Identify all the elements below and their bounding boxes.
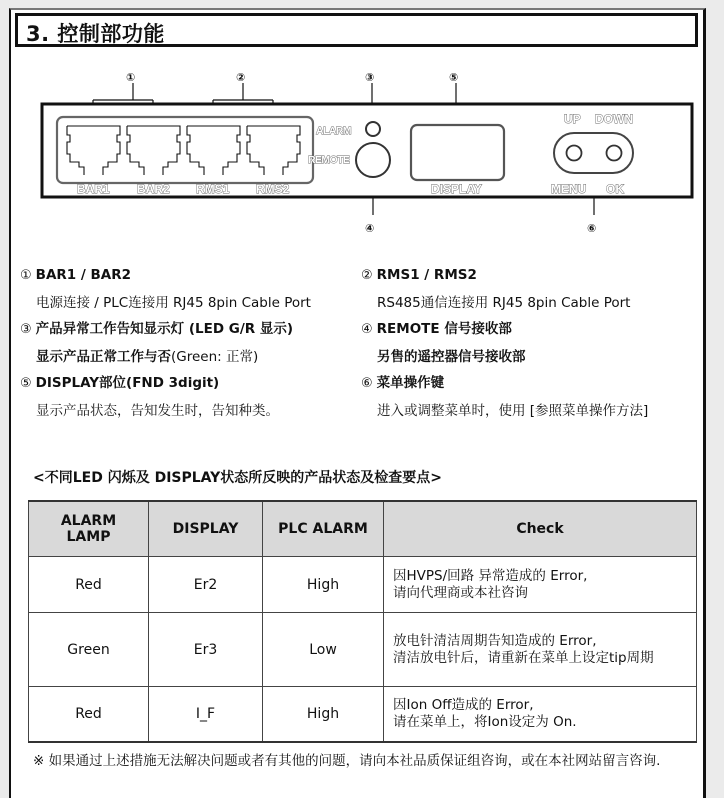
- header-alarm-lamp-line1: ALARM: [60, 513, 117, 529]
- alarm-label: ALARM: [316, 125, 351, 137]
- cell-lamp: Red: [29, 687, 149, 743]
- header-plc-alarm: PLC ALARM: [263, 501, 384, 557]
- callout-1: ①: [126, 71, 136, 84]
- port-label-rms1: RMS1: [196, 182, 230, 196]
- desc-item-5-title-text: DISPLAY部位(FND 3digit): [35, 375, 220, 391]
- document-page: [9, 8, 706, 798]
- cell-check-line2: 请向代理商或本社咨询: [393, 584, 528, 601]
- desc-item-6-detail: 进入或调整菜单时，使用 [参照菜单操作方法]: [377, 402, 649, 419]
- desc-item-2-number: ②: [361, 268, 373, 283]
- description-column-left: [20, 262, 311, 424]
- table-row: [29, 687, 697, 743]
- port-label-rms2: RMS2: [256, 182, 290, 196]
- callout-2: ②: [236, 71, 246, 84]
- desc-item-4-detail: 另售的遥控器信号接收部: [377, 348, 526, 365]
- header-alarm-lamp: [29, 501, 149, 557]
- desc-item-1-detail: 电源连接 / PLC连接用 RJ45 8pin Cable Port: [36, 294, 311, 311]
- desc-item-3-detail-bold: 显示产品正常工作与否: [36, 348, 171, 365]
- cell-check: [384, 687, 697, 743]
- desc-item-1-number: ①: [20, 268, 32, 283]
- description-column-right: [361, 262, 648, 424]
- desc-item-3-title: [20, 316, 311, 344]
- desc-item-3-number: ③: [20, 322, 32, 337]
- up-label: UP: [564, 112, 581, 126]
- cell-check-line1: 因HVPS/回路 异常造成的 Error,: [393, 567, 588, 584]
- cell-lamp: Green: [29, 613, 149, 687]
- cell-lamp: Red: [29, 557, 149, 613]
- menu-label: MENU: [551, 182, 587, 196]
- desc-item-6-title: [361, 370, 648, 398]
- desc-item-4-title-text: REMOTE 信号接收部: [376, 321, 512, 337]
- header-display: DISPLAY: [149, 501, 263, 557]
- desc-item-2-title: [361, 262, 648, 290]
- desc-item-1-title: [20, 262, 311, 290]
- desc-item-3-detail-plain: (Green: 正常): [171, 348, 259, 365]
- desc-item-5-detail: 显示产品状态，告知发生时，告知种类。: [36, 402, 279, 419]
- remote-label: REMOTE: [308, 154, 350, 166]
- port-label-bar2: BAR2: [137, 182, 170, 196]
- desc-item-3-title-text: 产品异常工作告知显示灯 (LED G/R 显示): [35, 321, 294, 337]
- status-table-title: <不同LED 闪烁及 DISPLAY状态所反映的产品状态及检查要点>: [33, 470, 443, 486]
- cell-check: [384, 557, 697, 613]
- section-title: 3. 控制部功能: [26, 22, 165, 46]
- table-row: [29, 557, 697, 613]
- desc-item-3-detail: [20, 344, 311, 371]
- cell-check-line1: 因Ion Off造成的 Error,: [393, 697, 534, 713]
- cell-display: I_F: [149, 687, 263, 743]
- desc-item-4-number: ④: [361, 322, 373, 337]
- cell-display: Er3: [149, 613, 263, 687]
- cell-plc: High: [263, 557, 384, 613]
- desc-item-6-number: ⑥: [361, 376, 373, 391]
- callout-3: ③: [365, 71, 375, 84]
- footnote: ※ 如果通过上述措施无法解决问题或者有其他的问题，请向本社品质保证组咨询，或在本社网站留言咨询.: [33, 753, 661, 769]
- cell-check-line2: 清洁放电针后，请重新在菜单上设定tip周期: [393, 649, 654, 666]
- table-header-row: [29, 501, 697, 557]
- cell-check-line2: 请在菜单上，将Ion设定为 On.: [393, 714, 577, 730]
- desc-item-2-title-text: RMS1 / RMS2: [376, 267, 477, 283]
- cell-plc: High: [263, 687, 384, 743]
- table-row: [29, 613, 697, 687]
- callout-6: ⑥: [587, 222, 597, 235]
- down-label: DOWN: [595, 112, 633, 126]
- ok-label: OK: [606, 182, 624, 196]
- callout-5: ⑤: [449, 71, 459, 84]
- desc-item-5-title: [20, 370, 311, 398]
- cell-display: Er2: [149, 557, 263, 613]
- desc-item-2-detail: RS485通信连接用 RJ45 8pin Cable Port: [377, 294, 631, 311]
- cell-check-line1: 放电针清洁周期告知造成的 Error,: [393, 632, 597, 649]
- header-check: Check: [384, 501, 697, 557]
- desc-item-4-title: [361, 316, 648, 344]
- port-label-bar1: BAR1: [77, 182, 110, 196]
- header-alarm-lamp-line2: LAMP: [66, 529, 111, 545]
- desc-item-6-title-text: 菜单操作键: [376, 375, 445, 391]
- status-table: [28, 500, 697, 743]
- callout-4: ④: [365, 222, 375, 235]
- cell-check: [384, 613, 697, 687]
- display-label: DISPLAY: [431, 182, 482, 196]
- desc-item-5-number: ⑤: [20, 376, 32, 391]
- cell-plc: Low: [263, 613, 384, 687]
- desc-item-1-title-text: BAR1 / BAR2: [35, 267, 132, 283]
- control-panel-diagram: [11, 10, 703, 250]
